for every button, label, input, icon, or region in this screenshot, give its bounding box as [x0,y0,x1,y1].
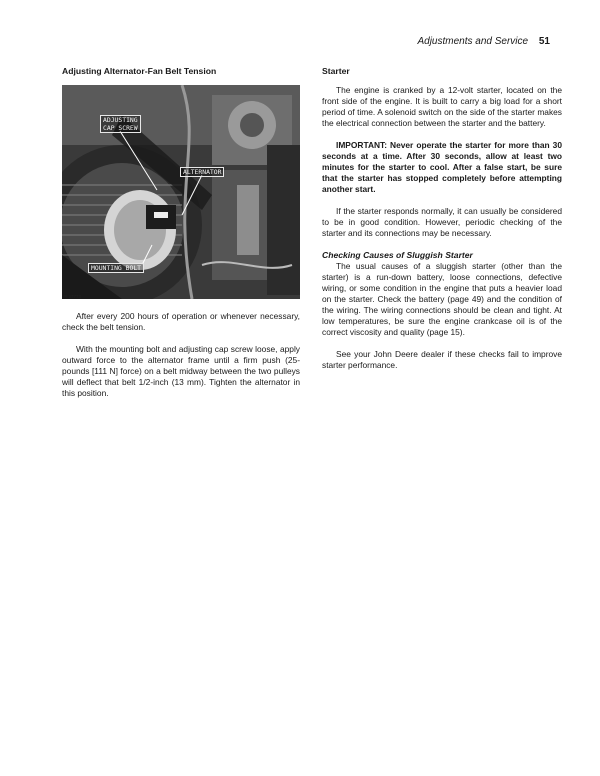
left-column [62,66,300,399]
section-title: Adjustments and Service [417,36,529,47]
page-number: 51 [538,36,550,47]
engine-photo [62,85,300,299]
sluggish-starter-heading: Checking Causes of Sluggish Starter [322,250,473,260]
important-notice: IMPORTANT: Never operate the starter for more than 30 seconds at a time. After 30 seconds, allow at least two minutes for the starter to cool. After a false start, be sure that the starter has stopped completely before attempting another start. [322,140,562,194]
belt-tension-heading: Adjusting Alternator-Fan Belt Tension [62,66,217,76]
starter-paragraph-3: The usual causes of a sluggish starter (other than the starter) is a run-down battery, loose connections, defective wiring, or some condition in the engine that puts a heavier load on the starter. Check the battery (page 49) and the condition of the wiring. The wiring connections should be clean and tight. At low temperatures, be sure the engine crankcase oil is of the correct viscosity and quality (page 15). [322,261,562,337]
right-column [322,66,562,371]
starter-paragraph-1: The engine is cranked by a 12-volt starter, located on the front side of the engine. It is built to carry a big load for a short period of time. A solenoid switch on the side of the starter makes the electrical connection between the starter and the battery. [322,85,562,128]
page-header [417,36,550,47]
left-paragraph-1: After every 200 hours of operation or whenever necessary, check the belt tension. [62,311,300,332]
left-paragraph-2: With the mounting bolt and adjusting cap screw loose, apply outward force to the alternator frame until a firm push (25-pounds [111 N] force) on a belt midway between the two pulleys will deflect that belt 1/2-inch (13 mm). Tighten the alternator in this position. [62,344,300,398]
starter-heading: Starter [322,66,350,76]
figure-number: R 27773 [64,294,82,299]
mounting-bolt-label: MOUNTING BOLT [88,263,144,273]
adjusting-cap-screw-label: ADJUSTING CAP SCREW [100,115,141,133]
starter-paragraph-4: See your John Deere dealer if these checks fail to improve starter performance. [322,349,562,370]
alternator-label: ALTERNATOR [180,167,224,177]
starter-paragraph-2: If the starter responds normally, it can usually be considered to be in good condition. However, periodic checking of the starter and its connections may be necessary. [322,206,562,238]
